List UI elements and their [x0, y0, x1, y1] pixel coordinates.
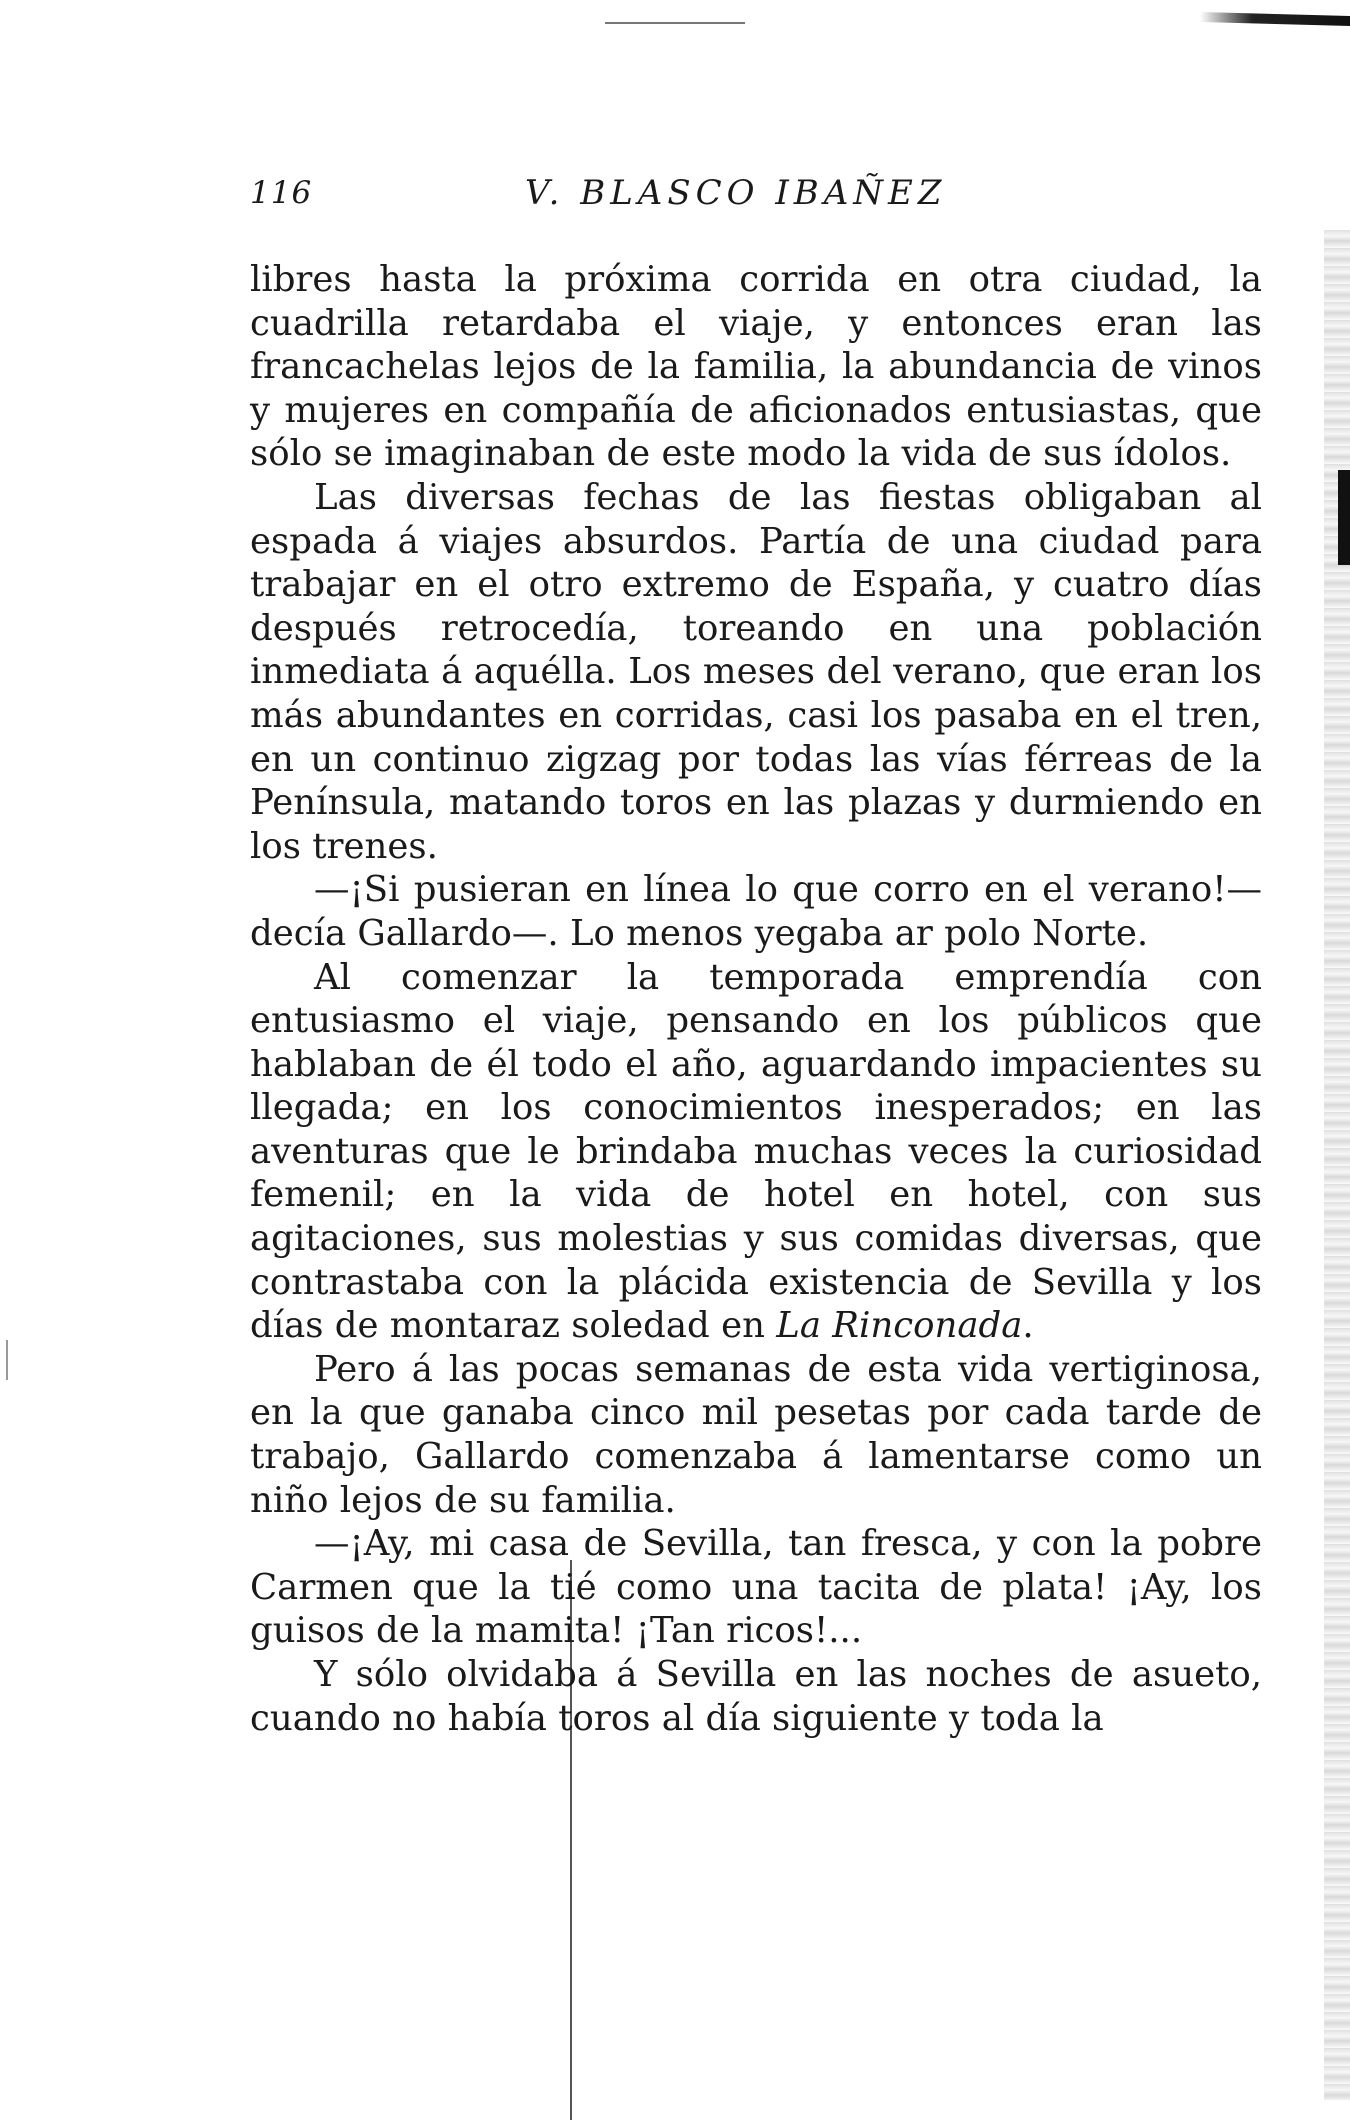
italic-place-name: La Rinconada — [776, 1305, 1023, 1347]
paragraph-1: libres hasta la próxima corrida en otra ciudad, la cuadrilla retardaba el viaje, y entonces eran las francachelas lejos de la familia, la abundancia de vinos y mujeres en compañía de aficionados entusiastas, que sólo se imaginaban de este modo la vida de sus ídolos. — [250, 259, 1262, 475]
paragraph-3: —¡Si pusieran en línea lo que corro en el verano!—decía Gallardo—. Lo menos yegaba ar polo Norte. — [250, 869, 1262, 954]
page-number: 116 — [250, 175, 313, 211]
paragraph-6: —¡Ay, mi casa de Sevilla, tan fresca, y con la pobre Carmen que la tié como una tacita de plata! ¡Ay, los guisos de la mamita! ¡Tan ricos!... — [250, 1523, 1262, 1652]
page-header — [250, 175, 1270, 225]
page-edge-mark — [1338, 470, 1350, 565]
running-head: V. BLASCO IBAÑEZ — [525, 173, 947, 213]
paragraph-2: Las diversas fechas de las fiestas obligaban al espada á viajes absurdos. Partía de una ciudad para trabajar en el otro extremo de España, y cuatro días después retrocedía, toreando en una población inmediata á aquélla. Los meses del verano, que eran los más abundantes en corridas, casi los pasaba en el tren, en un continuo zigzag por todas las vías férreas de la Península, matando toros en las plazas y durmiendo en los trenes. — [250, 476, 1262, 867]
left-edge-mark — [6, 1340, 8, 1380]
paragraph-5: Pero á las pocas semanas de esta vida vertiginosa, en la que ganaba cinco mil pesetas por cada tarde de trabajo, Gallardo comenzaba á lamentarse como un niño lejos de su familia. — [250, 1348, 1262, 1521]
scan-artifact-corner — [1200, 12, 1350, 26]
body-text — [250, 258, 1262, 1740]
paragraph-7: Y sólo olvidaba á Sevilla en las noches de asueto, cuando no había toros al día siguiente y toda la — [250, 1654, 1262, 1739]
scan-artifact-top — [605, 22, 745, 24]
paragraph-4: Al comenzar la temporada emprendía con entusiasmo el viaje, pensando en los públicos que hablaban de él todo el año, aguardando impacientes su llegada; en los conocimientos inesperados; en las aventuras que le brindaba muchas veces la curiosidad femenil; en la vida de hotel en hotel, con sus agitaciones, sus molestias y sus comidas diversas, que contrastaba con la plácida existencia de Sevilla y los días de montaraz soledad en La Rinconada. — [250, 956, 1262, 1347]
